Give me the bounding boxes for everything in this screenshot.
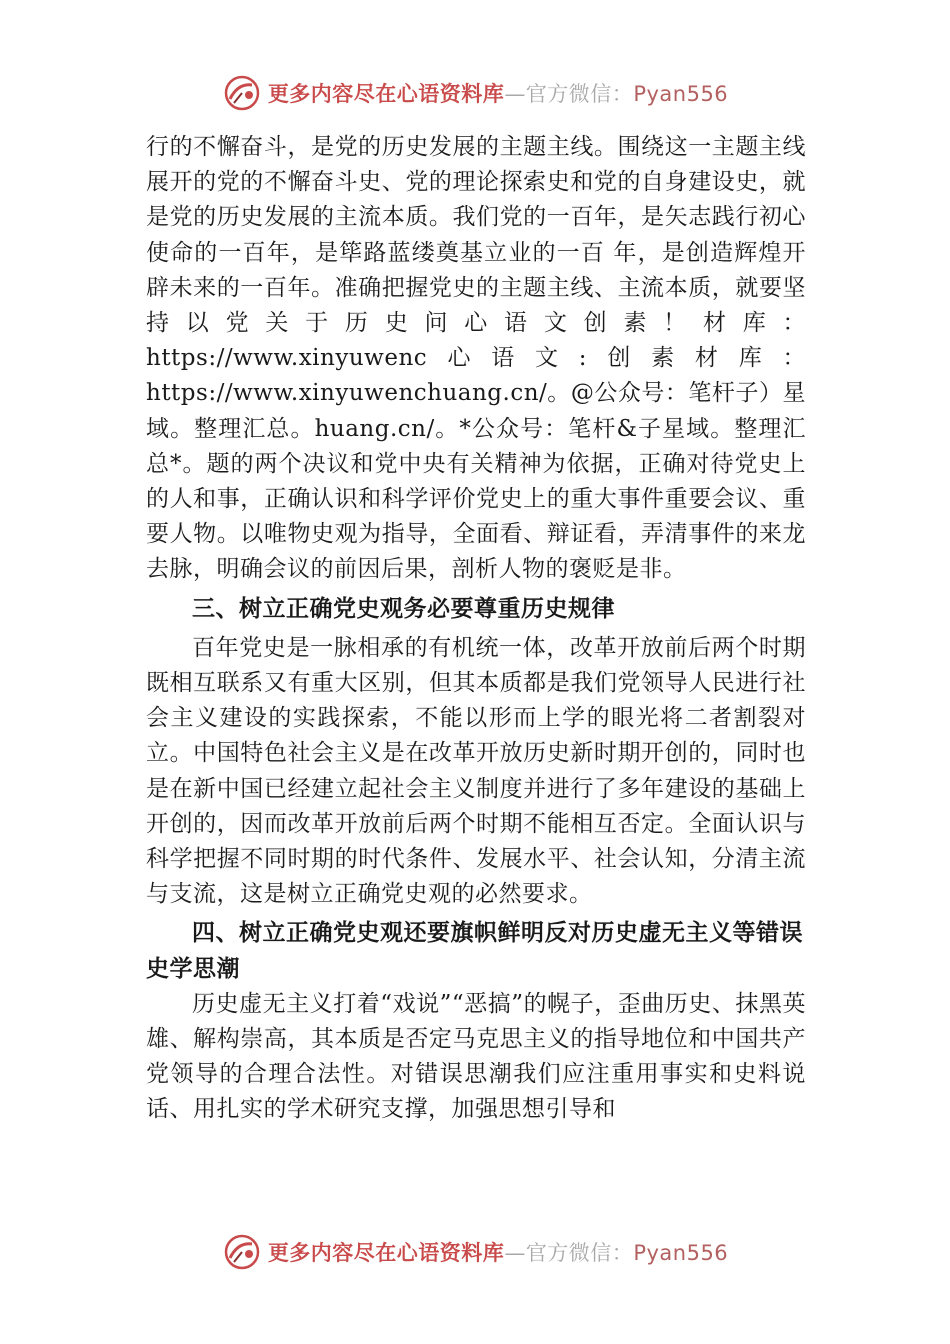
header-watermark-text <box>268 78 728 108</box>
watermark-wechat-label: —官方微信： <box>504 82 634 106</box>
watermark-brand: 更多内容尽在心语资料库 <box>267 1241 505 1265</box>
paragraph-1: 行的不懈奋斗，是党的历史发展的主题主线。围绕这一主题主线展开的党的不懈奋斗史、党的理论探索史和党的自身建设史，就是党的历史发展的主流本质。我们党的一百年，是矢志践行初心使命的一百年，是筚路蓝缕奠基立业的一百 年，是创造辉煌开辟未来的一百年。准确把握党史的主题主线、主流本质，就要坚持以党关于历史问心语文创素！材库：https://www.xinyuwenc心语文:创素材库：https://www.xinyuwenchuang.cn/。@公众号：笔杆子）星域。整理汇总。huang.cn/。*公众号：笔杆&子星域。整理汇总*。题的两个决议和党中央有关精神为依据，正确对待党史上的人和事，正确认识和科学评价党史上的重大事件重要会议、重要人物。以唯物史观为指导，全面看、辩证看，弄清事件的来龙去脉，明确会议的前因后果，剖析人物的褒贬是非。 <box>146 134 806 583</box>
header-watermark-banner <box>0 68 950 118</box>
logo-icon <box>222 73 262 113</box>
watermark-wechat-label: —官方微信： <box>504 1241 634 1265</box>
footer-watermark-banner <box>0 1227 950 1277</box>
section-heading-3: 三、树立正确党史观务必要尊重历史规律 <box>192 595 615 622</box>
watermark-wechat-id: Pyan556 <box>633 1241 729 1265</box>
footer-watermark-text <box>268 1237 728 1267</box>
watermark-brand: 更多内容尽在心语资料库 <box>267 82 505 106</box>
watermark-wechat-id: Pyan556 <box>633 82 729 106</box>
paragraph-2: 百年党史是一脉相承的有机统一体，改革开放前后两个时期既相互联系又有重大区别，但其本质都是我们党领导人民进行社会主义建设的实践探索，不能以形而上学的眼光将二者割裂对立。中国特色社会主义是在改革开放历史新时期开创的，同时也是在新中国已经建立起社会主义制度并进行了多年建设的基础上开创的，因而改革开放前后两个时期不能相互否定。全面认识与科学把握不同时期的时代条件、发展水平、社会认知，分清主流与支流，这是树立正确党史观的必然要求。 <box>146 634 806 908</box>
paragraph-3: 历史虚无主义打着“戏说”“恶搞”的幌子，歪曲历史、抹黑英雄、解构崇高，其本质是否定马克思主义的指导地位和中国共产党领导的合理合法性。对错误思潮我们应注重用事实和史料说话、用扎实的学术研究支撑，加强思想引导和 <box>146 990 806 1123</box>
logo-icon <box>222 1232 262 1272</box>
section-heading-4: 四、树立正确党史观还要旗帜鲜明反对历史虚无主义等错误史学思潮 <box>146 920 803 982</box>
document-body <box>146 130 806 1128</box>
